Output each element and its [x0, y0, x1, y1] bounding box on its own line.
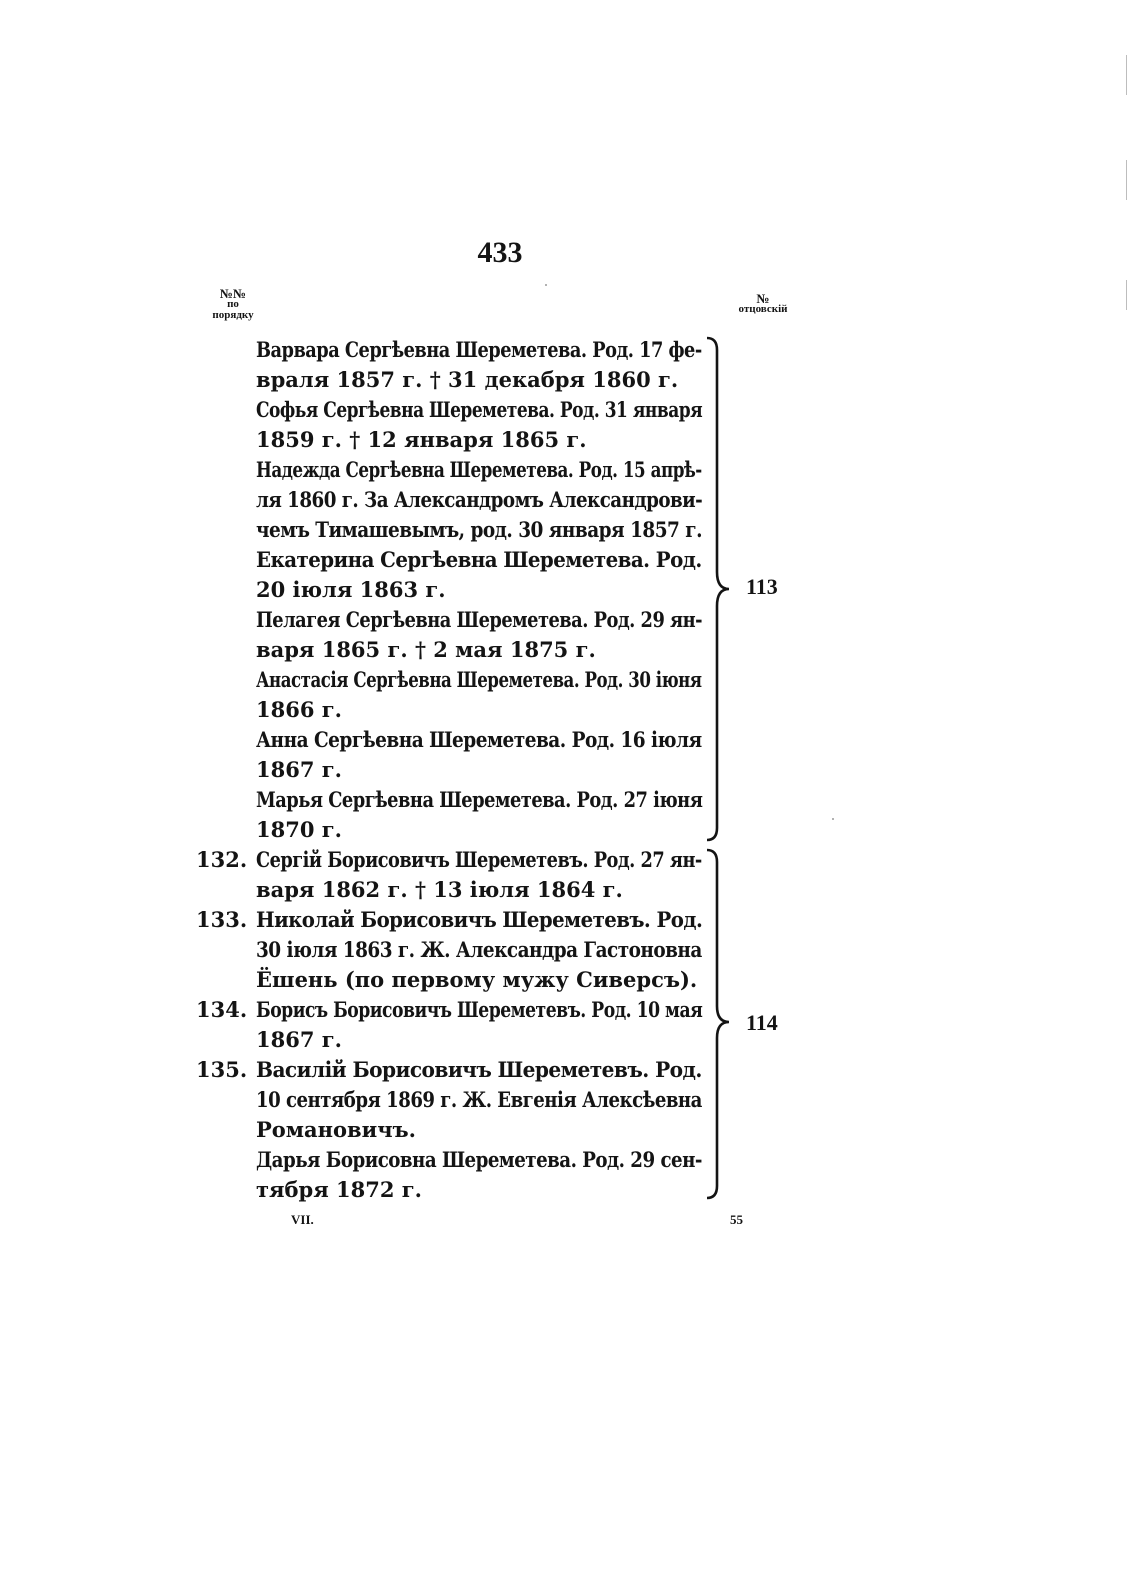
column-header-order-line2: порядку [212, 309, 254, 321]
entry-line: Николай Борисовичъ Шереметевъ. Род. [256, 907, 703, 932]
entry-number: 133. [196, 907, 248, 932]
signature-mark: VII. [291, 1212, 314, 1227]
entry-number: 135. [196, 1057, 248, 1082]
entry-line: чемъ Тимашевымъ, род. 30 января 1857 г. [256, 517, 702, 542]
entry-line: Варвара Сергѣевна Шереметева. Род. 17 фе- [256, 337, 702, 362]
entry-line: 1859 г. † 12 января 1865 г. [256, 427, 587, 452]
sheet-number: 55 [730, 1212, 743, 1227]
column-header-order-line1: по [227, 298, 239, 310]
entry-line: 1866 г. [256, 697, 342, 722]
entry-line: Борисъ Борисовичъ Шереметевъ. Род. 10 мая [256, 997, 703, 1022]
entry-line: 10 сентября 1869 г. Ж. Евгенія Алексѣевна [256, 1087, 702, 1112]
entry-line: Сергій Борисовичъ Шереметевъ. Род. 27 ян- [256, 847, 702, 872]
entry-number: 132. [196, 847, 248, 872]
entry-line: Дарья Борисовна Шереметева. Род. 29 сен- [256, 1147, 702, 1172]
column-header-father-symbol: № [756, 291, 770, 306]
entry-line: 20 іюля 1863 г. [256, 577, 446, 602]
father-ref-number: 114 [746, 1010, 778, 1035]
entry-line: Софья Сергѣевна Шереметева. Род. 31 января [256, 397, 703, 422]
scan-edge-mark [1126, 55, 1127, 95]
column-header-order-symbol: №№ [219, 286, 247, 301]
entry-line: враля 1857 г. † 31 декабря 1860 г. [256, 367, 679, 392]
entry-line: Ёшень (по первому мужу Сиверсъ). [256, 967, 698, 992]
entry-line: 30 іюля 1863 г. Ж. Александра Гастоновна [256, 937, 702, 962]
entry-line: Марья Сергѣевна Шереметева. Род. 27 іюня [256, 787, 703, 812]
entry-line: 1867 г. [256, 757, 342, 782]
column-header-order [200, 288, 266, 321]
entry-line: варя 1865 г. † 2 мая 1875 г. [256, 637, 596, 662]
entry-line: Анастасія Сергѣевна Шереметева. Род. 30 іюня [256, 667, 702, 692]
entry-line: Василій Борисовичъ Шереметевъ. Род. [256, 1057, 702, 1082]
column-header-father [730, 293, 796, 315]
scan-edge-mark [1126, 280, 1127, 310]
entry-number: 134. [196, 997, 248, 1022]
entry-line: ля 1860 г. За Александромъ Александрови- [256, 487, 703, 512]
page-number: 433 [477, 236, 523, 269]
entry-line: 1870 г. [256, 817, 342, 842]
scan-speck [545, 284, 547, 286]
entry-line: Пелагея Сергѣевна Шереметева. Род. 29 ян- [256, 607, 703, 632]
scan-edge-mark [1126, 160, 1127, 200]
entry-line: Анна Сергѣевна Шереметева. Род. 16 іюля [256, 727, 702, 752]
entry-line: тября 1872 г. [256, 1177, 422, 1202]
entry-line: варя 1862 г. † 13 іюля 1864 г. [256, 877, 623, 902]
entry-line: 1867 г. [256, 1027, 342, 1052]
entry-line: Романовичъ. [256, 1117, 416, 1142]
entry-line: Екатерина Сергѣевна Шереметева. Род. [256, 547, 702, 572]
column-header-father-line1: отцовскій [738, 303, 788, 315]
father-ref-number: 113 [746, 574, 778, 599]
curly-brace-113 [704, 336, 732, 842]
curly-brace-114 [704, 848, 732, 1200]
entry-line: Надежда Сергѣевна Шереметева. Род. 15 апрѣ- [256, 457, 702, 482]
scan-speck [832, 818, 834, 820]
